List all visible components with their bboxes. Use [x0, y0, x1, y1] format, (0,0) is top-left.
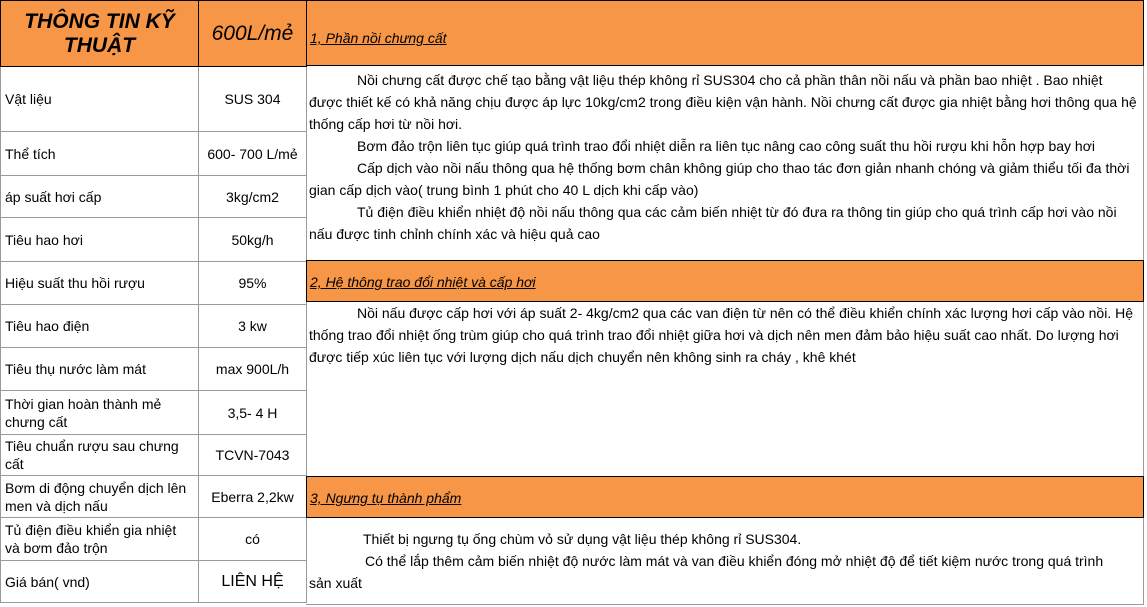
row-label: Bơm di động chuyển dịch lên men và dịch nấu: [1, 476, 199, 518]
row-label: Thể tích: [1, 132, 199, 176]
table-row: [1, 176, 307, 218]
table-row: [1, 132, 307, 176]
row-value: SUS 304: [199, 67, 307, 132]
row-value: 3 kw: [199, 305, 307, 348]
table-row: [1, 435, 307, 476]
row-label: Tiêu hao hơi: [1, 218, 199, 262]
row-value: TCVN-7043: [199, 435, 307, 476]
spec-table: [0, 0, 307, 603]
paragraph: Tủ điện điều khiển nhiệt độ nồi nấu thông qua các cảm biến nhiệt từ đó đưa ra thông tin giúp cho quá trình cấp hơi vào nồi nấu được tinh chỉnh chính xác và hiệu quả cao: [309, 204, 1117, 242]
table-row: [1, 67, 307, 132]
table-row: [1, 561, 307, 603]
row-value: 600- 700 L/mẻ: [199, 132, 307, 176]
row-value: Eberra 2,2kw: [199, 476, 307, 518]
row-label: Tiêu thụ nước làm mát: [1, 348, 199, 391]
row-value: có: [199, 518, 307, 561]
section-body: [309, 69, 1137, 245]
row-label: Hiệu suất thu hồi rượu: [1, 262, 199, 305]
spec-table-header: [1, 1, 307, 67]
section-header: [306, 260, 1144, 302]
table-row: [1, 262, 307, 305]
row-value: 50kg/h: [199, 218, 307, 262]
header-title: THÔNG TIN KỸ THUẬT: [1, 1, 199, 67]
section-title: 3, Ngưng tụ thành phẩm: [310, 490, 462, 506]
row-label: Tiêu hao điện: [1, 305, 199, 348]
row-label: Thời gian hoàn thành mẻ chưng cất: [1, 391, 199, 435]
header-capacity: 600L/mẻ: [199, 1, 307, 67]
paragraph: Bơm đảo trộn liên tục giúp quá trình trao đổi nhiệt diễn ra liên tục nâng cao công suất thu hồi rượu khi hỗn hợp bay hơi: [357, 138, 1095, 154]
table-row: [1, 518, 307, 561]
section-title: 1, Phần nồi chưng cất: [310, 30, 447, 46]
row-label: Vật liệu: [1, 67, 199, 132]
paragraph: Nồi chưng cất được chế tạo bằng vật liệu thép không rỉ SUS304 cho cả phần thân nồi nấu và phần bao nhiệt . Bao nhiệt được thiết kế có khả năng chịu được áp lực 10kg/cm2 trong điều kiện vận hành. Nồi chưng cất được gia nhiệt bằng hơi thông qua hệ thống cấp hơi từ nồi hơi.: [309, 72, 1137, 132]
row-value: max 900L/h: [199, 348, 307, 391]
table-row: [1, 218, 307, 262]
section-body: [309, 302, 1143, 368]
table-row: [1, 348, 307, 391]
price-value: LIÊN HỆ: [199, 561, 307, 603]
section-header: [306, 476, 1144, 518]
row-label: Tủ điện điều khiển gia nhiệt và bơm đảo trộn: [1, 518, 199, 561]
row-value: 95%: [199, 262, 307, 305]
description-panel: [306, 0, 1144, 605]
row-value: 3kg/cm2: [199, 176, 307, 218]
table-row: [1, 476, 307, 518]
row-label: áp suất hơi cấp: [1, 176, 199, 218]
section-header: [306, 0, 1144, 66]
paragraph: Cấp dịch vào nồi nấu thông qua hệ thống bơm chân không giúp cho thao tác đơn giản nhanh chóng và giảm thiểu tối đa thời gian cấp dịch vào( trung bình 1 phút cho 40 L dịch khi cấp vào): [309, 160, 1130, 198]
paragraph: Nồi nấu được cấp hơi với áp suất 2- 4kg/cm2 qua các van điện từ nên có thể điều khiển chính xác lượng hơi cấp vào nồi. Hệ thống trao đổi nhiệt ống trùm giúp cho quá trình trao đổi nhiệt giữa hơi và dịch nên men đảm bảo hiệu suất cao nhất. Do lượng hơi được tiếp xúc liên tục với lượng dịch nấu dịch chuyển nên không sinh ra cháy , khê khét: [309, 305, 1134, 365]
paragraph: Có thể lắp thêm cảm biến nhiệt độ nước làm mát và van điều khiển đóng mở nhiệt độ để tiết kiệm nước trong quá trình sản xuất: [309, 553, 1104, 591]
section-body: [309, 528, 1129, 594]
table-row: [1, 305, 307, 348]
paragraph: Thiết bị ngưng tụ ống chùm vỏ sử dụng vật liệu thép không rỉ SUS304.: [363, 531, 802, 547]
row-value: 3,5- 4 H: [199, 391, 307, 435]
section-title: 2, Hệ thông trao đổi nhiệt và cấp hơi: [310, 274, 536, 290]
row-label: Giá bán( vnd): [1, 561, 199, 603]
table-row: [1, 391, 307, 435]
row-label: Tiêu chuẩn rượu sau chưng cất: [1, 435, 199, 476]
